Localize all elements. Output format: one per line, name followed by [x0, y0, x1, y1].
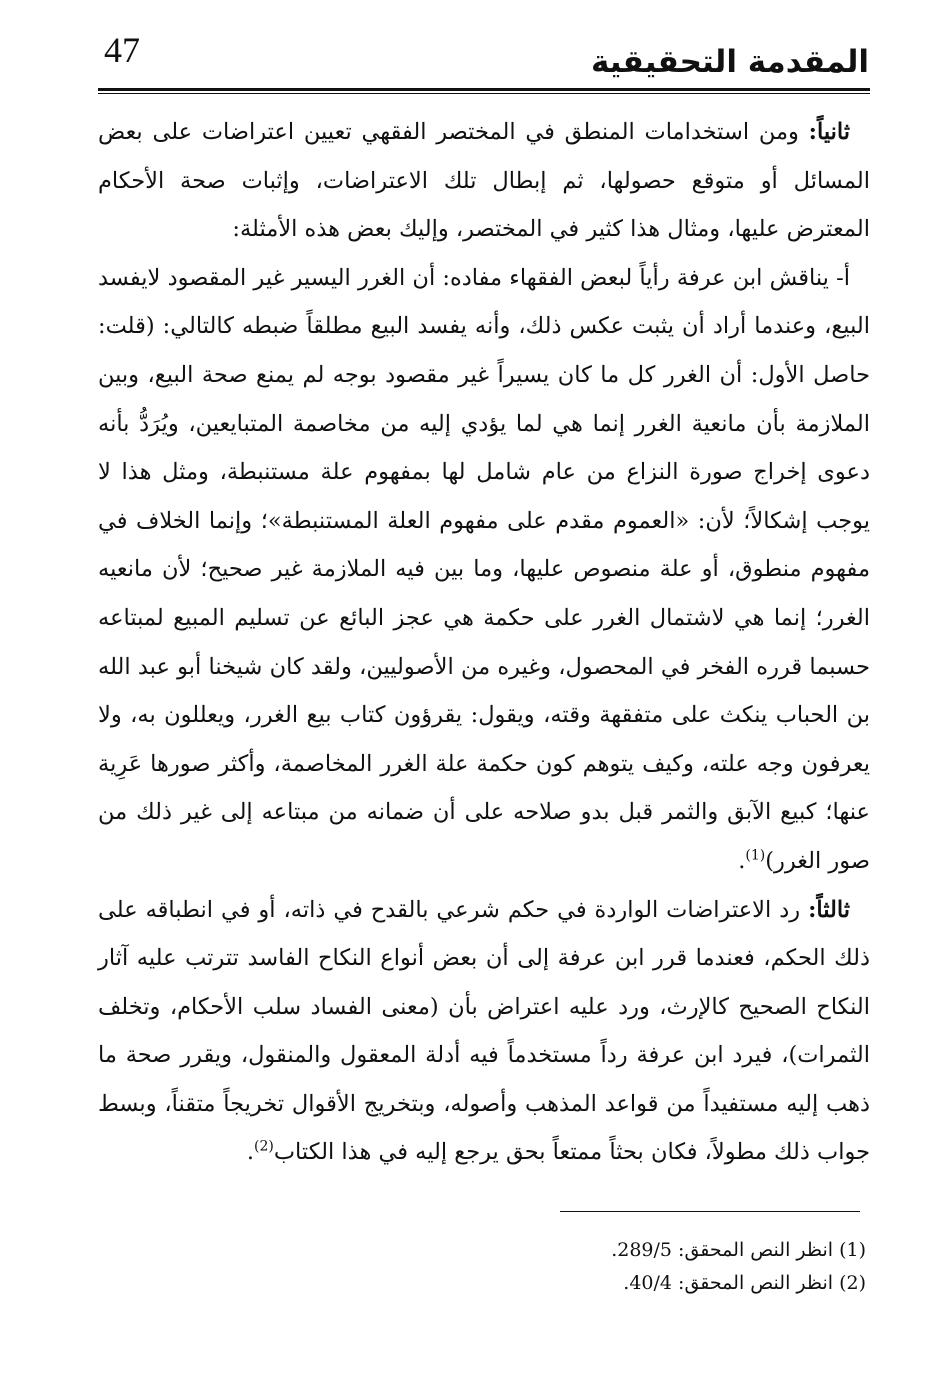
paragraph-thirdly: [98, 886, 870, 1178]
header-rule: [98, 88, 870, 94]
footnote: (1) انظر النص المحقق: 289/5.: [611, 1239, 866, 1261]
footnotes: [470, 1234, 866, 1300]
footnote: (2) انظر النص المحقق: 40/4.: [623, 1272, 866, 1294]
paragraph-text: أ- يناقش ابن عرفة رأياً لبعض الفقهاء مفاده: أن الغرر اليسير غير المقصود لايفسد البيع، وعندما أراد أن يثبت عكس ذلك، وأنه يفسد البيع مطلقاً ضبطه كالتالي: (قلت: حاصل الأول: أن الغرر كل ما كان يسيراً غير مقصود بوجه لم يمنع صحة البيع، وبين الملازمة بأن مانعية الغرر إنما هي لما يؤدي إليه من مخاصمة المتبايعين، ويُرَدُّ بأنه دعوى إخراج صورة النزاع من عام شامل لها بمفهوم علة مستنبطة، ومثل هذا لا يوجب إشكالاً؛ لأن: «العموم مقدم على مفهوم العلة المستنبطة»؛ وإنما الخلاف في مفهوم منطوق، أو علة منصوص عليها، وما بين فيه الملازمة غير صحيح؛ لأن مانعيه الغرر؛ إنما هي لاشتمال الغرر على حكمة هي عجز البائع عن تسليم المبيع لمبتاعه حسبما قرره الفخر في المحصول، وغيره من الأصوليين، ولقد كان شيخنا أبو عبد الله بن الحباب ينكث على متفقهة وقته، ويقول: يقرؤون كتاب بيع الغرر، ويعللون به، ولا يعرفون وجه علته، وكيف يتوهم كون حكمة علة الغرر المخاصمة، وأكثر صورها عَرِية عنها؛ كبيع الآبق والثمر قبل بدو صلاحه على أن ضمانه من مبتاعه إلى غير ذلك من صور الغرر): [98, 264, 870, 874]
paragraph-end: .: [246, 1139, 255, 1166]
paragraph-end: .: [738, 847, 746, 874]
paragraph-secondly: [98, 108, 870, 254]
body-text: [98, 108, 870, 1177]
paragraph-text: ومن استخدامات المنطق في المختصر الفقهي تعيين اعتراضات على بعض المسائل أو متوقع حصولها، ثم إبطال تلك الاعتراضات، وإثبات صحة الأحكام المعترض عليها، ومثال هذا كثير في المختصر، وإليك بعض هذه الأمثلة:: [98, 119, 870, 243]
footnote-reference: (1): [745, 847, 766, 864]
running-title: المقدمة التحقيقية: [590, 44, 869, 80]
footnote-reference: (2): [254, 1138, 274, 1155]
page-number: 47: [104, 30, 140, 70]
paragraph-example-a: [98, 254, 870, 886]
paragraph-lead: ثالثاً:: [808, 896, 850, 923]
paragraph-lead: ثانياً:: [808, 119, 850, 145]
footnote-rule: [560, 1211, 860, 1212]
paragraph-text: رد الاعتراضات الواردة في حكم شرعي بالقدح في ذاته، أو في انطباقه على ذلك الحكم، فعندما قرر ابن عرفة إلى أن بعض أنواع النكاح الفاسد تترتب عليه آثار النكاح الصحيح كالإرث، ورد عليه اعتراض بأن (معنى الفساد سلب الأحكام، وتخلف الثمرات)، فيرد ابن عرفة رداً مستخدماً فيه أدلة المعقول والمنقول، ويقرر صحة ما ذهب إليه مستفيداً من قواعد المذهب وأصوله، وبتخريج الأقوال تخريجاً متقناً، وبسط جواب ذلك مطولاً، فكان بحثاً ممتعاً بحق يرجع إليه في هذا الكتاب: [98, 896, 870, 1166]
